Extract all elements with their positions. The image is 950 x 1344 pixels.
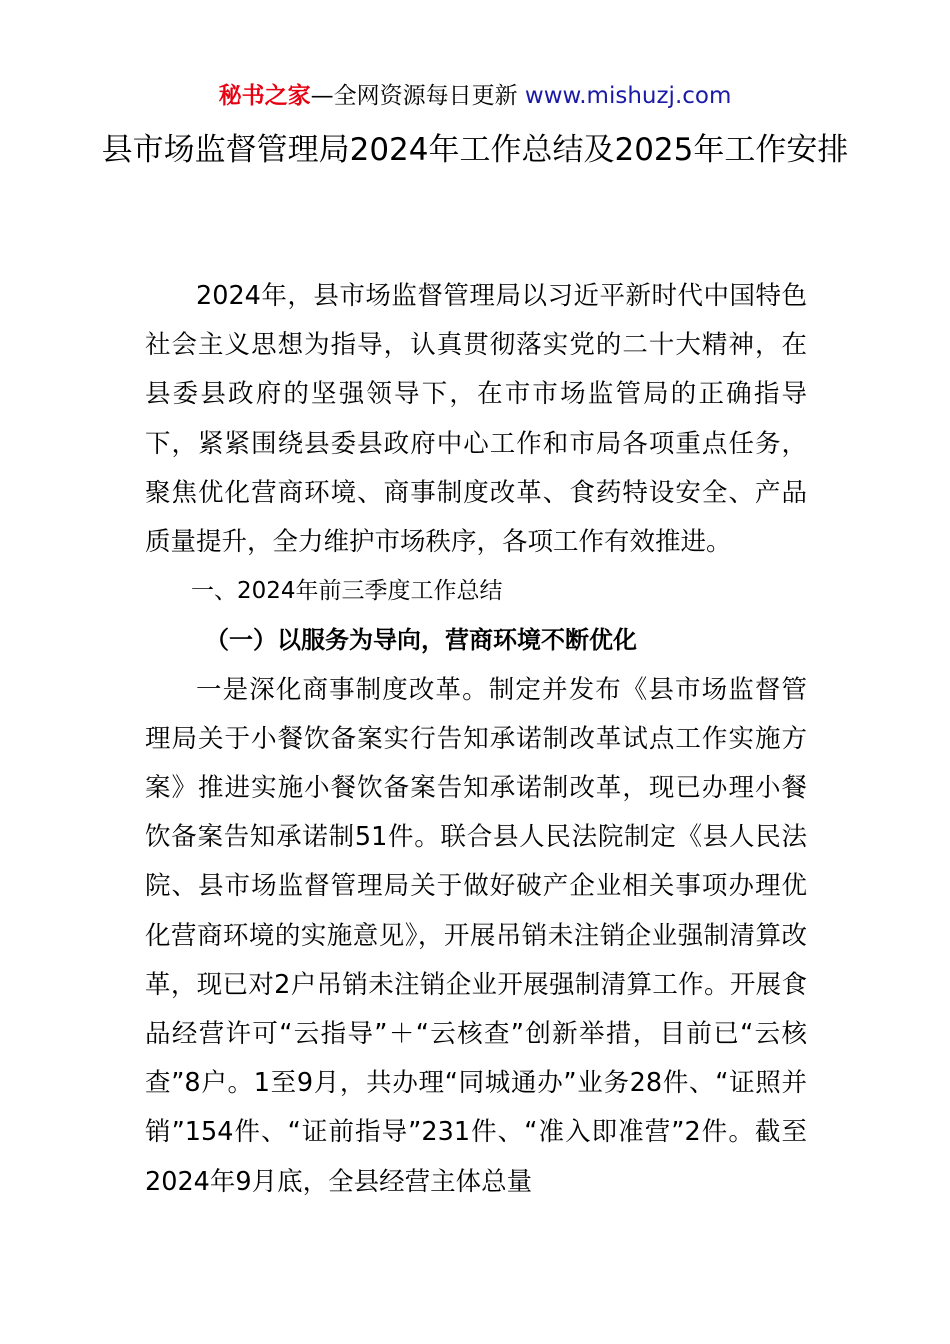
body-paragraph: 一是深化商事制度改革。制定并发布《县市场监督管理局关于小餐饮备案实行告知承诺制改革试点工作实施方案》推进实施小餐饮备案告知承诺制改革，现已办理小餐饮备案告知承诺制51件。联合县人民法院制定《县人民法院、县市场监督管理局关于做好破产企业相关事项办理优化营商环境的实施意见》，开展吊销未注销企业强制清算改革，现已对2户吊销未注销企业开展强制清算工作。开展食品经营许可“云指导”＋“云核查”创新举措，目前已“云核查”8户。1至9月，共办理“同城通办”业务28件、“证照并销”154件、“证前指导”231件、“准入即准营”2件。截至2024年9月底，全县经营主体总量 [145, 674, 807, 1197]
document-title: 县市场监督管理局2024年工作总结及2025年工作安排 [101, 132, 849, 168]
section-heading: 一、2024年前三季度工作总结 [191, 578, 503, 605]
intro-paragraph: 2024年，县市场监督管理局以习近平新时代中国特色社会主义思想为指导，认真贯彻落实党的二十大精神，在县委县政府的坚强领导下，在市市场监管局的正确指导下，紧紧围绕县委县政府中心工作和市局各项重点任务，聚焦优化营商环境、商事制度改革、食药特设安全、产品质量提升，全力维护市场秩序，各项工作有效推进。 [145, 281, 807, 558]
site-banner [0, 80, 950, 112]
banner-url[interactable]: www.mishuzj.com [524, 83, 732, 109]
subsection-heading: （一）以服务为导向，营商环境不断优化 [205, 626, 637, 655]
document-body [145, 272, 807, 1207]
banner-slogan: —全网资源每日更新 [310, 83, 525, 109]
banner-brand: 秘书之家 [218, 83, 311, 109]
